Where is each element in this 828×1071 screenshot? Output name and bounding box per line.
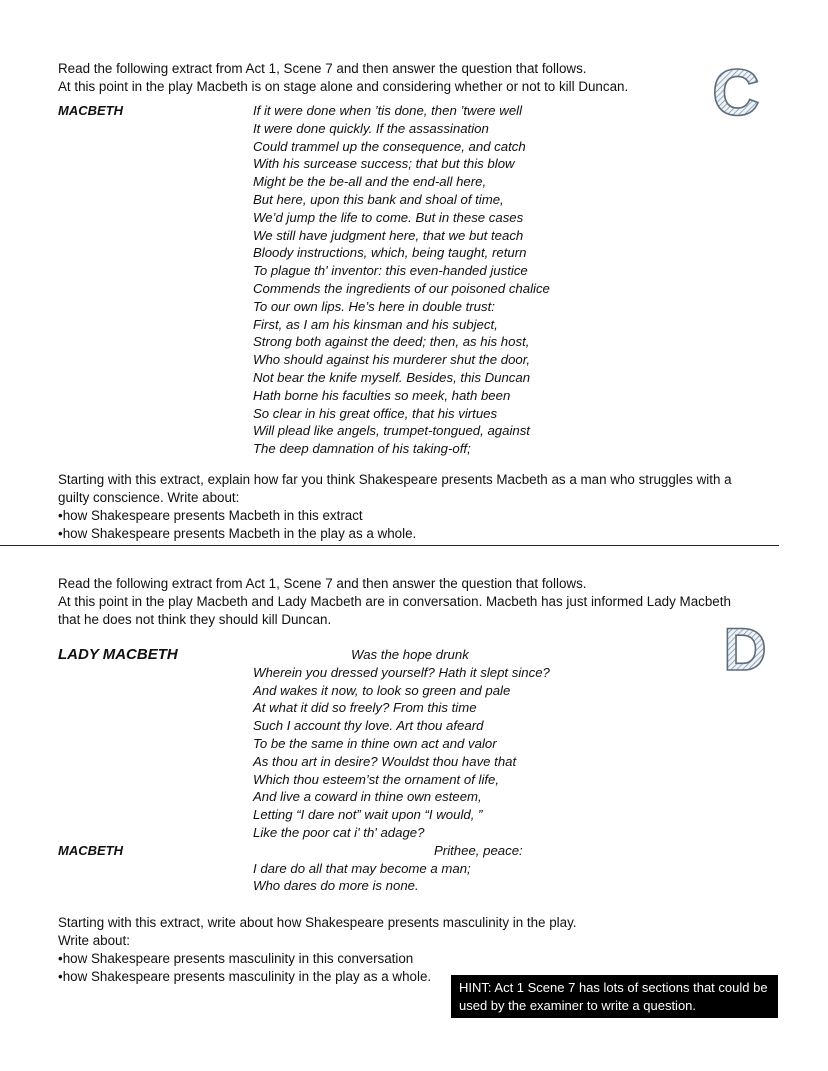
verse-line: Wherein you dressed yourself? Hath it slept since?	[253, 664, 550, 680]
hint-line-2: used by the examiner to write a question.	[459, 998, 697, 1013]
section-c-verse	[253, 102, 550, 458]
section-c-letter: C	[712, 60, 760, 122]
section-c-intro-line-2: At this point in the play Macbeth is on stage alone and considering whether or not to kill Duncan.	[58, 79, 629, 94]
hint-line-1: HINT: Act 1 Scene 7 has lots of sections that could be	[459, 980, 768, 995]
verse-line: Like the poor cat i' th' adage?	[253, 824, 425, 840]
section-c-speaker: MACBETH	[58, 103, 123, 118]
verse-line: If it were done when ’tis done, then ’twere well	[253, 103, 523, 118]
section-c-question-line-2: guilty conscience. Write about:	[58, 490, 240, 505]
verse-line: We’d jump the life to come. But in these cases	[253, 209, 524, 225]
section-d-question-line-2: Write about:	[58, 933, 130, 948]
section-d-bullet-1: •how Shakespeare presents masculinity in this conversation	[58, 951, 414, 966]
verse-line: To be the same in thine own act and valor	[253, 735, 497, 751]
verse-line: It were done quickly. If the assassination	[253, 120, 489, 136]
section-d-intro-line-1: Read the following extract from Act 1, Scene 7 and then answer the question that follows.	[58, 576, 587, 591]
section-d-speaker-1: LADY MACBETH	[58, 646, 178, 663]
verse-line: But here, upon this bank and shoal of time,	[253, 191, 504, 207]
verse-line: To our own lips. He’s here in double trust:	[253, 298, 495, 314]
section-d-letter: D	[723, 620, 767, 674]
verse-line: First, as I am his kinsman and his subject,	[253, 316, 498, 332]
verse-line: And live a coward in thine own esteem,	[253, 789, 482, 805]
verse-line: Might be the be-all and the end-all here,	[253, 174, 487, 190]
verse-line: I dare do all that may become a man;	[253, 860, 471, 876]
hint-box	[451, 975, 778, 1018]
section-d-letter-badge	[718, 620, 772, 674]
verse-line: With his surcease success; that but this blow	[253, 156, 515, 172]
section-d-speaker-2: MACBETH	[58, 843, 123, 858]
section-d-question-line-1: Starting with this extract, write about how Shakespeare presents masculinity in the play.	[58, 915, 577, 930]
section-divider	[0, 545, 779, 546]
verse-line: Strong both against the deed; then, as his host,	[253, 334, 530, 350]
verse-line: To plague th' inventor: this even-handed justice	[253, 263, 528, 279]
verse-line: As thou art in desire? Wouldst thou have that	[253, 753, 517, 769]
section-d-intro-line-3: that he does not think they should kill Duncan.	[58, 612, 332, 627]
verse-line: Could trammel up the consequence, and catch	[253, 138, 526, 154]
section-c-question-line-1: Starting with this extract, explain how far you think Shakespeare presents Macbeth as a man who struggles with a	[58, 472, 732, 487]
verse-line: Commends the ingredients of our poisoned chalice	[253, 280, 550, 296]
verse-line: And wakes it now, to look so green and pale	[253, 682, 511, 698]
section-d-intro-line-2: At this point in the play Macbeth and Lady Macbeth are in conversation. Macbeth has just informed Lady Macbeth	[58, 594, 731, 609]
verse-line: Prithee, peace:	[434, 842, 523, 858]
verse-line: Which thou esteem’st the ornament of life,	[253, 771, 500, 787]
verse-line: Who should against his murderer shut the door,	[253, 352, 531, 368]
section-d-bullet-2: •how Shakespeare presents masculinity in the play as a whole.	[58, 969, 432, 984]
verse-line: So clear in his great office, that his virtues	[253, 405, 498, 421]
section-c-letter-badge	[708, 60, 764, 122]
section-c-bullet-2: •how Shakespeare presents Macbeth in the play as a whole.	[58, 526, 417, 541]
verse-line: Hath borne his faculties so meek, hath been	[253, 387, 511, 403]
verse-line: Letting “I dare not” wait upon “I would, ”	[253, 807, 483, 823]
section-c-intro-line-1: Read the following extract from Act 1, Scene 7 and then answer the question that follows.	[58, 61, 587, 76]
verse-line: Such I account thy love. Art thou afeard	[253, 718, 484, 734]
verse-line: The deep damnation of his taking-off;	[253, 441, 471, 457]
verse-line: Will plead like angels, trumpet-tongued, against	[253, 423, 530, 439]
verse-line: At what it did so freely? From this time	[253, 700, 477, 716]
verse-line: Not bear the knife myself. Besides, this Duncan	[253, 369, 531, 385]
section-c-bullet-1: •how Shakespeare presents Macbeth in this extract	[58, 508, 363, 523]
verse-line: We still have judgment here, that we but teach	[253, 227, 524, 243]
section-d-verse	[253, 646, 550, 895]
verse-line: Who dares do more is none.	[253, 878, 419, 894]
verse-line: Bloody instructions, which, being taught, return	[253, 245, 527, 261]
verse-line: Was the hope drunk	[351, 647, 469, 662]
